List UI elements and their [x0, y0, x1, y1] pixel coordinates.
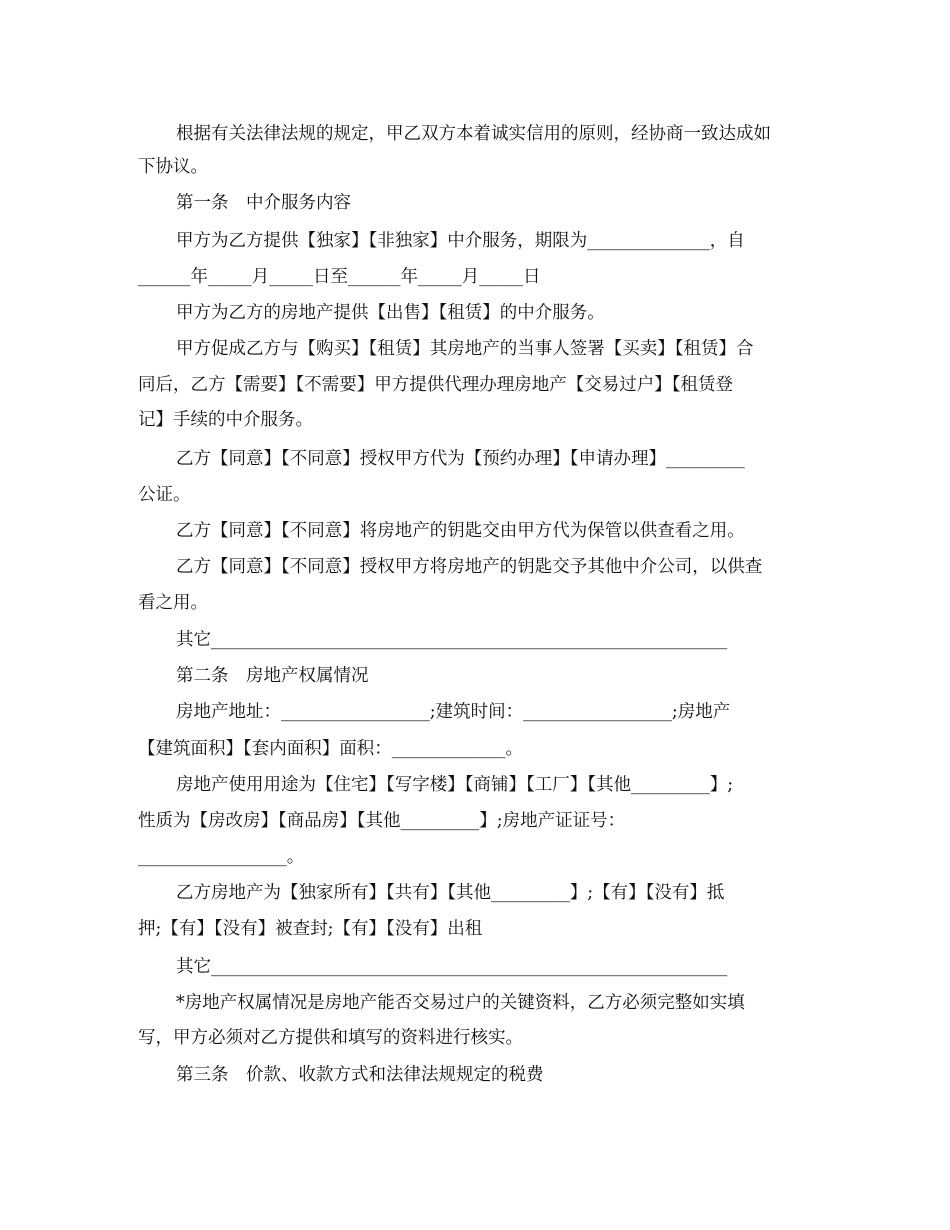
ownership-line-1: 乙方房地产为【独家所有】【共有】【其他_________】;【有】【没有】抵 [176, 883, 725, 903]
notarization-line-2: 公证。 [138, 485, 191, 505]
key-transfer-line-2: 看之用。 [138, 593, 208, 613]
property-usage-line-1: 房地产使用用途为【住宅】【写字楼】【商铺】【工厂】【其他_________】; [176, 775, 734, 795]
service-type-line: 甲方为乙方的房地产提供【出售】【租赁】的中介服务。 [176, 303, 605, 323]
service-term-line-2: ______年_____月_____日至______年_____月_____日 [138, 267, 541, 287]
ownership-line-2: 押;【有】【没有】被查封;【有】【没有】出租 [138, 919, 483, 939]
ownership-note-line-1: *房地产权属情况是房地产能否交易过户的关键资料，乙方必须完整如实填 [176, 993, 745, 1013]
paragraph-intro-line-2: 下协议。 [138, 157, 208, 177]
section-heading-article-3: 第三条 价款、收款方式和法律法规规定的税费 [176, 1065, 544, 1085]
key-custody-line: 乙方【同意】【不同意】将房地产的钥匙交由甲方代为保管以供查看之用。 [176, 521, 745, 541]
property-address-line-1: 房地产地址：_________________;建筑时间：_________________;房地产 [176, 702, 731, 722]
paragraph-intro-line-1: 根据有关法律法规的规定，甲乙双方本着诚实信用的原则，经协商一致达成如 [176, 124, 771, 144]
other-terms-line-2: 其它___________________________________________________________ [176, 957, 728, 977]
key-transfer-line-1: 乙方【同意】【不同意】授权甲方将房地产的钥匙交予其他中介公司，以供查 [176, 557, 763, 577]
ownership-note-line-2: 写，甲方必须对乙方提供和填写的资料进行核实。 [138, 1028, 523, 1048]
service-term-line-1: 甲方为乙方提供【独家】【非独家】中介服务，期限为______________，自 [176, 231, 745, 251]
property-usage-line-2: 性质为【房改房】【商品房】【其他_________】;房地产证证号： [138, 811, 626, 831]
other-terms-line-1: 其它___________________________________________________________ [176, 630, 728, 650]
notarization-line-1: 乙方【同意】【不同意】授权甲方代为【预约办理】【申请办理】_________ [176, 449, 745, 469]
property-usage-line-3: _________________。 [138, 847, 305, 867]
section-heading-article-1: 第一条 中介服务内容 [176, 193, 351, 213]
transfer-service-line-1: 甲方促成乙方与【购买】【租赁】其房地产的当事人签署【买卖】【租赁】合 [176, 339, 754, 359]
transfer-service-line-3: 记】手续的中介服务。 [138, 410, 313, 430]
section-heading-article-2: 第二条 房地产权属情况 [176, 666, 369, 686]
property-address-line-2: 【建筑面积】【套内面积】面积：_____________。 [138, 739, 523, 759]
transfer-service-line-2: 同后，乙方【需要】【不需要】甲方提供代理办理房地产【交易过户】【租赁登 [138, 375, 733, 395]
